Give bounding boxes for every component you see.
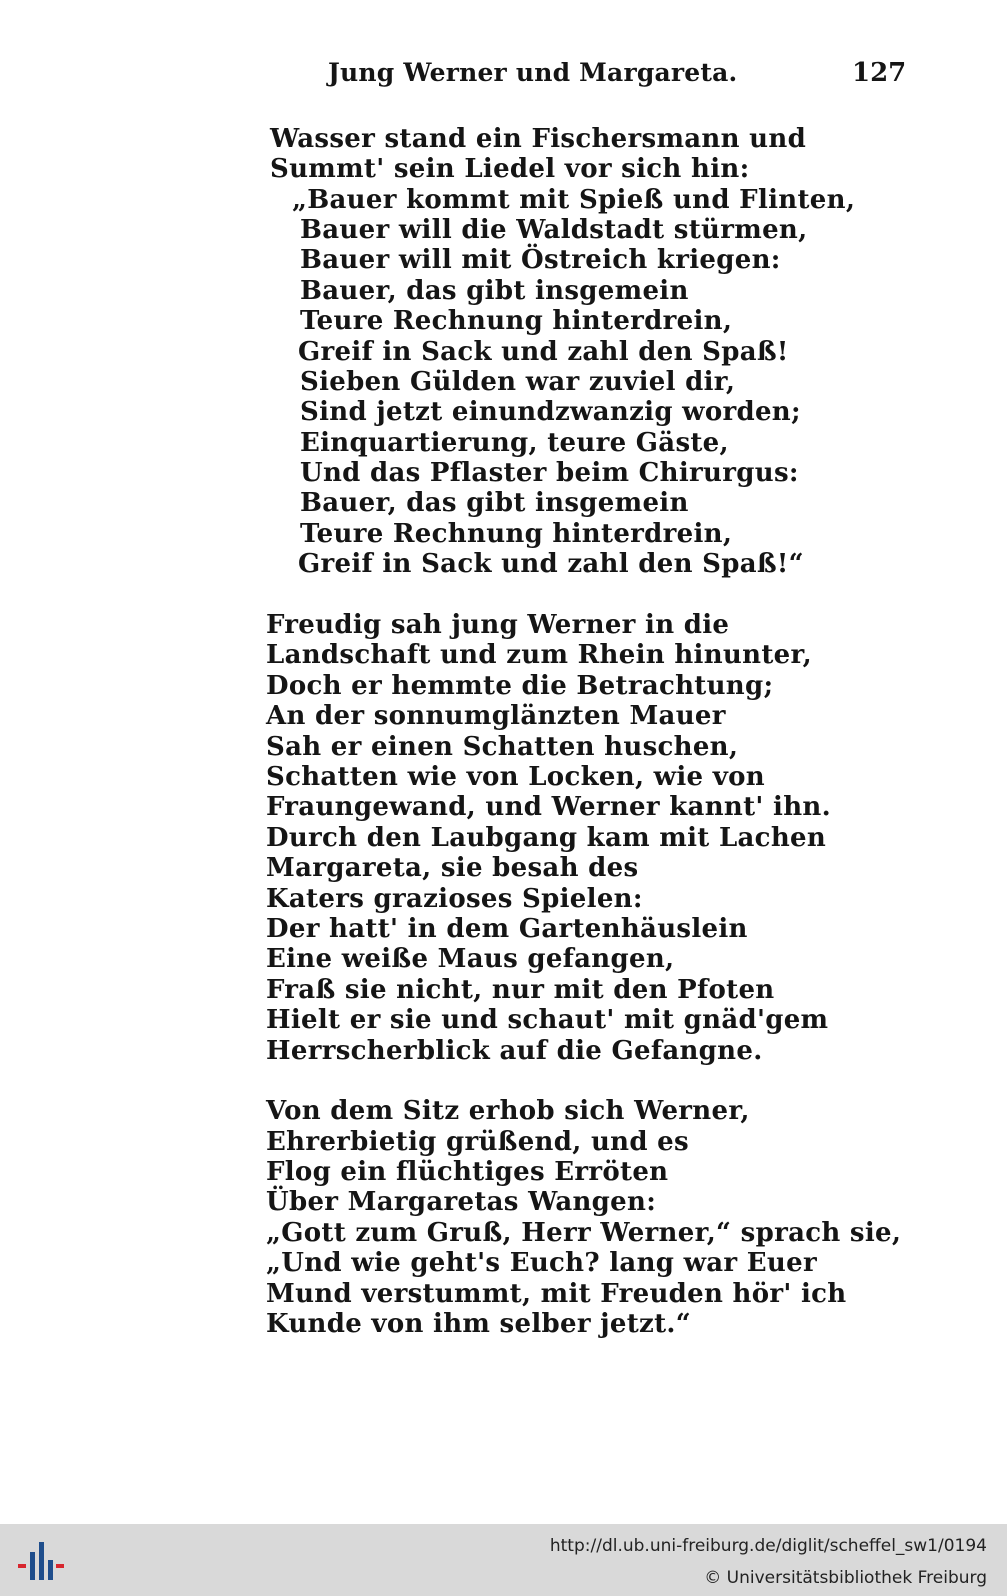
text-line: „Gott zum Gruß, Herr Werner,“ sprach sie, <box>266 1218 902 1248</box>
text-line: Von dem Sitz erhob sich Werner, <box>266 1096 750 1126</box>
text-line: Landschaft und zum Rhein hinunter, <box>266 640 812 670</box>
text-line: Bauer will die Waldstadt stürmen, <box>300 215 808 245</box>
running-head <box>0 58 1007 98</box>
text-line: Greif in Sack und zahl den Spaß! <box>298 337 789 367</box>
page-number: 127 <box>852 58 907 88</box>
footer-bar <box>0 1524 1007 1596</box>
text-line: Herrscherblick auf die Gefangne. <box>266 1036 763 1066</box>
text-line: Kunde von ihm selber jetzt.“ <box>266 1309 692 1339</box>
text-line: Einquartierung, teure Gäste, <box>300 428 729 458</box>
text-line: Schatten wie von Locken, wie von <box>266 762 765 792</box>
text-line: Bauer, das gibt insgemein <box>300 276 689 306</box>
text-line: Fraß sie nicht, nur mit den Pfoten <box>266 975 775 1005</box>
text-line: „Und wie geht's Euch? lang war Euer <box>266 1248 817 1278</box>
text-line: „Bauer kommt mit Spieß und Flinten, <box>292 185 856 215</box>
ub-freiburg-logo-icon[interactable] <box>14 1534 66 1586</box>
text-line: Und das Pflaster beim Chirurgus: <box>300 458 799 488</box>
text-line: Sieben Gülden war zuviel dir, <box>300 367 736 397</box>
text-line: Fraungewand, und Werner kannt' ihn. <box>266 792 831 822</box>
source-url-link[interactable]: http://dl.ub.uni-freiburg.de/diglit/scheffel_sw1/0194 <box>549 1536 987 1556</box>
text-line: Eine weiße Maus gefangen, <box>266 944 675 974</box>
text-line: Greif in Sack und zahl den Spaß!“ <box>298 549 804 579</box>
text-line: Katers grazioses Spielen: <box>266 884 643 914</box>
text-line: Freudig sah jung Werner in die <box>266 610 730 640</box>
text-line: An der sonnumglänzten Mauer <box>266 701 726 731</box>
text-line: Durch den Laubgang kam mit Lachen <box>266 823 827 853</box>
text-line: Bauer, das gibt insgemein <box>300 488 689 518</box>
text-line: Hielt er sie und schaut' mit gnäd'gem <box>266 1005 829 1035</box>
running-title: Jung Werner und Margareta. <box>328 58 738 87</box>
text-line: Margareta, sie besah des <box>266 853 639 883</box>
text-line: Ehrerbietig grüßend, und es <box>266 1127 689 1157</box>
text-line: Über Margaretas Wangen: <box>266 1187 657 1217</box>
text-line: Mund verstummt, mit Freuden hör' ich <box>266 1279 847 1309</box>
copyright-notice: © Universitätsbibliothek Freiburg <box>704 1568 987 1588</box>
text-line: Wasser stand ein Fischersmann und <box>270 124 807 154</box>
text-line: Flog ein flüchtiges Erröten <box>266 1157 669 1187</box>
text-line: Der hatt' in dem Gartenhäuslein <box>266 914 748 944</box>
text-line: Sah er einen Schatten huschen, <box>266 732 739 762</box>
text-line: Teure Rechnung hinterdrein, <box>300 519 733 549</box>
text-line: Bauer will mit Östreich kriegen: <box>300 245 781 275</box>
text-line: Doch er hemmte die Betrachtung; <box>266 671 774 701</box>
text-line: Teure Rechnung hinterdrein, <box>300 306 733 336</box>
text-line: Sind jetzt einundzwanzig worden; <box>300 397 801 427</box>
text-line: Summt' sein Liedel vor sich hin: <box>270 154 750 184</box>
